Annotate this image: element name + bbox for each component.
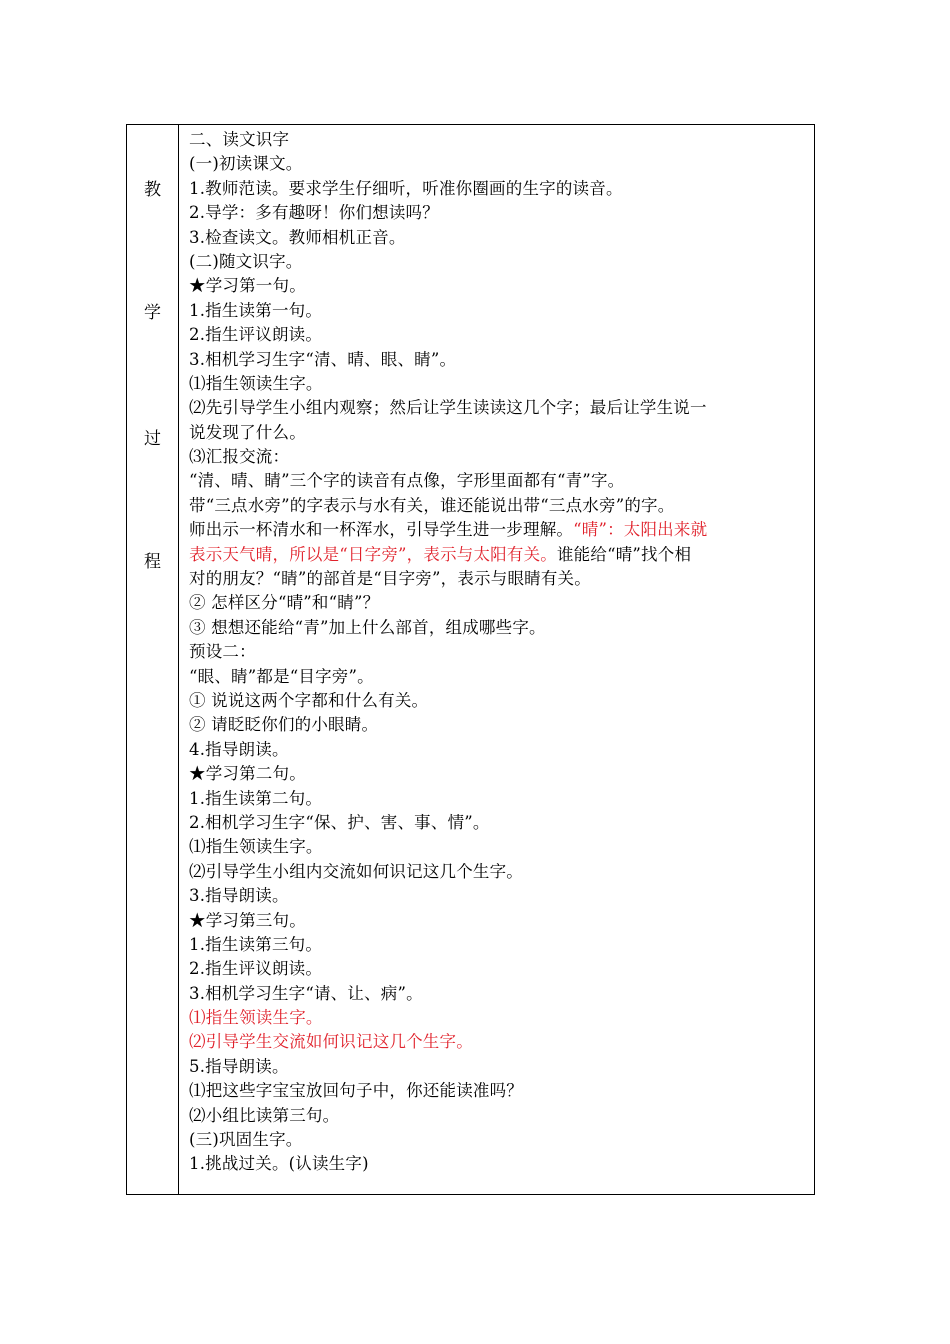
highlighted-text: ⑴指生领读生字。 [189,1008,323,1028]
content-line: 3.相机学习生字“清、晴、眼、睛”。 [189,349,457,369]
content-line: ★学习第三句。 [189,910,306,930]
content-line: 对的朋友？“睛”的部首是“目字旁”，表示与眼睛有关。 [189,569,591,589]
content-line: ③ 想想还能给“青”加上什么部首，组成哪些字。 [189,617,546,637]
content-line: ② 请眨眨你们的小眼睛。 [189,715,379,735]
highlighted-text: “晴”：太阳出来就 [573,520,708,540]
lesson-plan-table [126,124,815,1195]
content-line: 2.指生评议朗读。 [189,325,323,345]
content-line: ② 怎样区分“晴”和“睛”？ [189,593,380,613]
content-line: “清、晴、睛”三个字的读音有点像，字形里面都有“青”字。 [189,471,625,491]
content-line: “眼、睛”都是“目字旁”。 [189,666,374,686]
content-line: ★学习第二句。 [189,764,306,784]
content-line: 2.导学：多有趣呀！你们想读吗？ [189,203,439,223]
content-line: ⑵小组比读第三句。 [189,1105,340,1125]
content-line: 1.指生读第二句。 [189,788,323,808]
content-line: ⑵先引导学生小组内观察；然后让学生读读这几个字；最后让学生说一 [189,398,707,418]
content-line: (二)随文识字。 [189,251,303,271]
content-line: 1.指生读第三句。 [189,934,323,954]
column-divider [178,125,179,1194]
content-line: 预设二： [189,642,256,662]
highlighted-text: 表示天气晴，所以是“日字旁”，表示与太阳有关。 [189,544,557,564]
content-line: 2.相机学习生字“保、护、害、事、情”。 [189,812,490,832]
content-line: 3.指导朗读。 [189,886,289,906]
side-label-char: 教 [144,180,161,200]
content-line: ⑶汇报交流： [189,447,290,467]
content-line: 说发现了什么。 [189,422,306,442]
content-line: 1.指生读第一句。 [189,300,323,320]
content-line: 二、读文识字 [189,130,290,149]
lesson-content [189,128,811,1177]
content-line: 2.指生评议朗读。 [189,959,323,979]
content-line: 3.检查读文。教师相机正音。 [189,227,406,247]
content-line: 3.相机学习生字“请、让、病”。 [189,983,423,1003]
content-line: ⑴指生领读生字。 [189,837,323,857]
content-line: (三)巩固生字。 [189,1130,303,1150]
content-line: 5.指导朗读。 [189,1056,289,1076]
content-line [189,1030,811,1054]
highlighted-text: ⑵引导学生交流如何识记这几个生字。 [189,1032,473,1052]
content-line: (一)初读课文。 [189,154,303,174]
content-line: ★学习第一句。 [189,276,306,296]
content-line [189,1006,811,1030]
content-line: 4.指导朗读。 [189,739,289,759]
content-line: ⑴把这些字宝宝放回句子中，你还能读准吗？ [189,1081,523,1101]
side-label-char: 学 [144,303,161,323]
content-line: 1.挑战过关。(认读生字) [189,1154,369,1174]
side-label-char: 过 [144,429,161,449]
content-line: ⑴指生领读生字。 [189,373,323,393]
content-line: 1.教师范读。要求学生仔细听，听准你圈画的生字的读音。 [189,178,623,198]
content-line: 表示天气晴，所以是“日字旁”，表示与太阳有关。谁能给“晴”找个相 [189,544,692,564]
side-label-char: 程 [144,552,161,572]
content-line: ① 说说这两个字都和什么有关。 [189,690,429,710]
content-line: ⑵引导学生小组内交流如何识记这几个生字。 [189,861,523,881]
content-line: 带“三点水旁”的字表示与水有关，谁还能说出带“三点水旁”的字。 [189,495,675,515]
content-line: 师出示一杯清水和一杯浑水，引导学生进一步理解。“晴”：太阳出来就 [189,520,708,540]
